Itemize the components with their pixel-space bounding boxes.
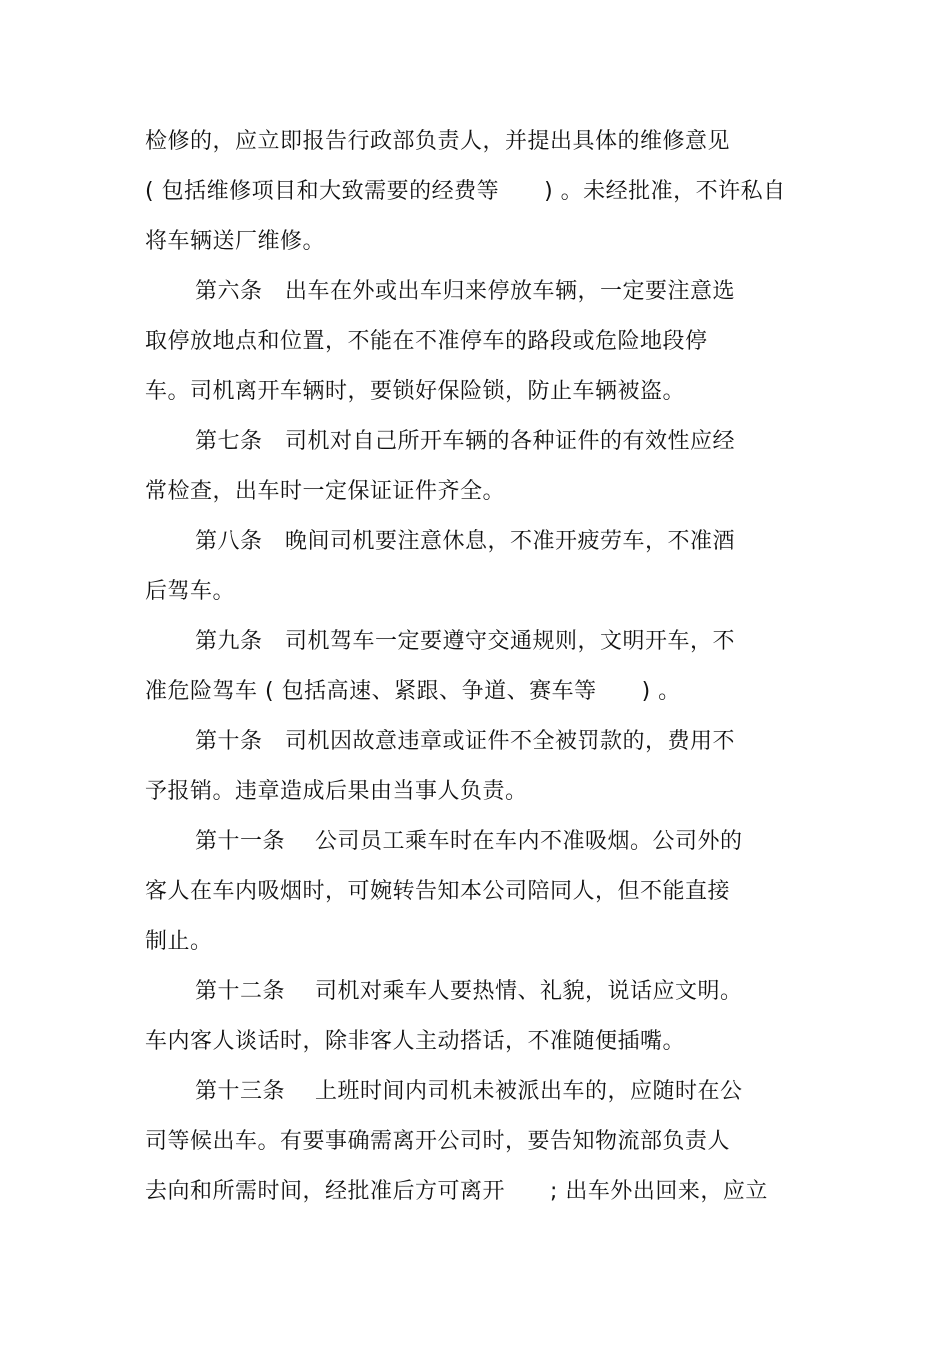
article-10-start: 第十条 司机因故意违章或证件不全被罚款的，费用不 — [195, 729, 736, 754]
text-line: 制止。 — [145, 929, 213, 954]
text-line: 准危险驾车 ( 包括高速、紧跟、争道、赛车等 ) 。 — [145, 679, 681, 704]
text-line: 后驾车。 — [145, 579, 236, 604]
text-line: 车。司机离开车辆时，要锁好保险锁，防止车辆被盗。 — [145, 379, 686, 404]
article-12-start: 第十二条 司机对乘车人要热情、礼貌，说话应文明。 — [195, 979, 743, 1004]
text-line: 检修的，应立即报告行政部负责人，并提出具体的维修意见 — [145, 129, 731, 154]
text-line: 取停放地点和位置，不能在不准停车的路段或危险地段停 — [145, 329, 708, 354]
text-line: 去向和所需时间，经批准后方可离开 ; 出车外出回来，应立 — [145, 1179, 768, 1204]
article-11-start: 第十一条 公司员工乘车时在车内不准吸烟。公司外的 — [195, 829, 743, 854]
text-line: 客人在车内吸烟时，可婉转告知本公司陪同人，但不能直接 — [145, 879, 731, 904]
text-line: 司等候出车。有要事确需离开公司时，要告知物流部负责人 — [145, 1129, 731, 1154]
article-6-start: 第六条 出车在外或出车归来停放车辆，一定要注意选 — [195, 279, 736, 304]
text-line: ( 包括维修项目和大致需要的经费等 ) 。未经批准，不许私自 — [145, 179, 786, 204]
article-7-start: 第七条 司机对自己所开车辆的各种证件的有效性应经 — [195, 429, 736, 454]
article-8-start: 第八条 晚间司机要注意休息，不准开疲劳车，不准酒 — [195, 529, 736, 554]
text-line: 予报销。违章造成后果由当事人负责。 — [145, 779, 528, 804]
text-line: 将车辆送厂维修。 — [145, 229, 326, 254]
article-13-start: 第十三条 上班时间内司机未被派出车的，应随时在公 — [195, 1079, 743, 1104]
article-9-start: 第九条 司机驾车一定要遵守交通规则，文明开车，不 — [195, 629, 736, 654]
text-line: 常检查，出车时一定保证证件齐全。 — [145, 479, 506, 504]
text-line: 车内客人谈话时，除非客人主动搭话，不准随便插嘴。 — [145, 1029, 686, 1054]
